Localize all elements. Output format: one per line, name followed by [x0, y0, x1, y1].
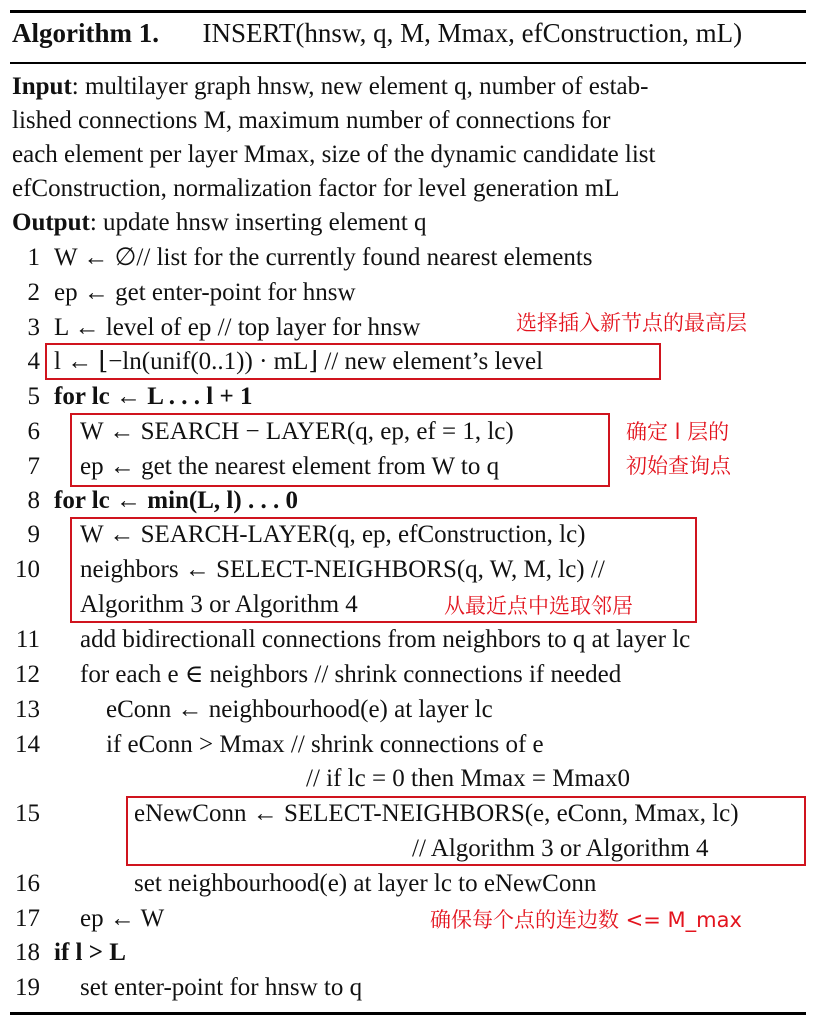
line-number: 5 [27, 383, 40, 410]
line-number: 9 [27, 521, 40, 548]
line-text: W ← SEARCH − LAYER(q, ep, ef = 1, lc) [80, 418, 514, 445]
line-text: Algorithm 3 or Algorithm 4 [80, 591, 358, 618]
line-text: eConn ← neighbourhood(e) at layer lc [106, 696, 493, 723]
code-line-18 [0, 936, 816, 970]
input-text-1: : multilayer graph hnsw, new element q, number of estab- [71, 73, 649, 100]
code-line-14-cont [0, 762, 816, 796]
line-number: 16 [15, 870, 40, 897]
output-line [12, 206, 427, 240]
line-text: // if lc = 0 then Mmax = Mmax0 [306, 765, 630, 792]
line-text: W ← ∅// list for the currently found nearest elements [54, 244, 593, 271]
top-rule [10, 10, 806, 13]
line-number: 14 [15, 731, 40, 758]
line-text: for lc ← min(L, l) . . . 0 [54, 487, 298, 514]
input-label: Input [12, 73, 72, 100]
algorithm-label: Algorithm 1. [12, 18, 159, 48]
input-line-1 [12, 70, 648, 104]
line-number: 18 [15, 939, 40, 966]
annotation-neighbors: 从最近点中选取邻居 [444, 594, 633, 618]
line-text: ep ← get enter-point for hnsw [54, 279, 356, 306]
code-line-1 [0, 241, 816, 275]
line-number: 1 [27, 244, 40, 271]
line-text: for each e ∈ neighbors // shrink connections if needed [80, 661, 622, 688]
line-number: 8 [27, 487, 40, 514]
highlight-box-entry-point [70, 413, 610, 487]
output-text: : update hnsw inserting element q [89, 209, 427, 236]
input-line-4: efConstruction, normalization factor for level generation mL [12, 175, 620, 202]
line-number: 13 [15, 696, 40, 723]
line-number: 2 [27, 279, 40, 306]
line-text: for lc ← L . . . l + 1 [54, 383, 253, 410]
line-number: 11 [15, 626, 40, 653]
annotation-entry-point-2: 初始查询点 [626, 454, 731, 478]
line-number: 12 [15, 661, 40, 688]
line-text: eNewConn ← SELECT-NEIGHBORS(e, eConn, Mmax, lc) [134, 800, 739, 827]
input-line-3: each element per layer Mmax, size of the dynamic candidate list [12, 141, 656, 168]
line-text: if l > L [54, 939, 126, 966]
input-line-2: lished connections M, maximum number of connections for [12, 107, 611, 134]
annotation-top-layer: 选择插入新节点的最高层 [516, 311, 747, 335]
code-line-5 [0, 380, 816, 414]
line-number: 3 [27, 314, 40, 341]
line-text: W ← SEARCH-LAYER(q, ep, efConstruction, lc) [80, 521, 586, 548]
code-line-11 [0, 623, 816, 657]
line-number: 10 [15, 556, 40, 583]
line-text: set neighbourhood(e) at layer lc to eNewConn [134, 870, 597, 897]
title-rule [10, 62, 806, 64]
line-number: 17 [15, 905, 40, 932]
code-line-19 [0, 971, 816, 1005]
algorithm-signature: INSERT(hnsw, q, M, Mmax, efConstruction, mL) [202, 18, 743, 48]
line-text: if eConn > Mmax // shrink connections of e [106, 731, 544, 758]
line-number: 4 [27, 348, 40, 375]
line-text: ep ← W [80, 905, 165, 932]
line-text: set enter-point for hnsw to q [80, 974, 363, 1001]
code-line-16 [0, 867, 816, 901]
highlight-box-shrink [126, 796, 806, 866]
annotation-max-edges: 确保每个点的连边数 <= M_max [430, 908, 742, 932]
line-text: l ← ⌊−ln(unif(0..1)) · mL⌋ // new element’s level [54, 348, 544, 375]
annotation-entry-point-1: 确定 l 层的 [626, 420, 730, 444]
output-label: Output [12, 209, 90, 236]
code-line-2 [0, 276, 816, 310]
code-line-8 [0, 484, 816, 518]
code-line-13 [0, 693, 816, 727]
code-line-12 [0, 658, 816, 692]
highlight-box-level [45, 343, 661, 380]
line-number: 7 [27, 453, 40, 480]
line-text: // Algorithm 3 or Algorithm 4 [412, 835, 709, 862]
code-line-14 [0, 728, 816, 762]
line-number: 15 [15, 800, 40, 827]
line-number: 6 [27, 418, 40, 445]
line-text: L ← level of ep // top layer for hnsw [54, 314, 421, 341]
algorithm-title [12, 18, 742, 49]
line-text: add bidirectionall connections from neighbors to q at layer lc [80, 626, 691, 653]
line-number: 19 [15, 974, 40, 1001]
line-text: ep ← get the nearest element from W to q [80, 453, 500, 480]
line-text: neighbors ← SELECT-NEIGHBORS(q, W, M, lc) // [80, 556, 605, 583]
bottom-rule [10, 1012, 806, 1015]
